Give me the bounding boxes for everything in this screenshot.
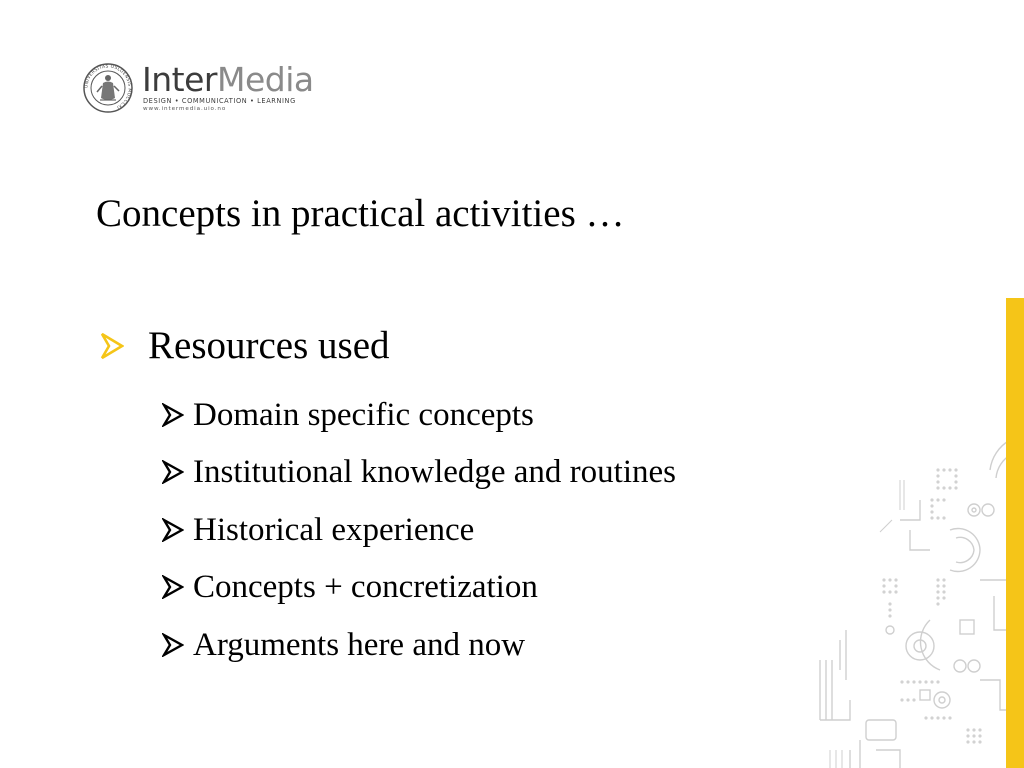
logo-tagline: DESIGN • COMMUNICATION • LEARNING (143, 97, 296, 105)
slide-title: Concepts in practical activities … (96, 192, 625, 235)
sub-bullet-item (162, 559, 676, 617)
sub-bullet-item (162, 444, 676, 502)
accent-yellow-bar (1006, 298, 1024, 768)
logo-name (142, 62, 314, 98)
university-seal-icon (82, 62, 134, 114)
sub-bullet-text: Domain specific concepts (193, 396, 534, 433)
logo-url: www.intermedia.uio.no (143, 106, 227, 112)
sub-bullet-text: Historical experience (193, 511, 475, 548)
arrow-bullet-yellow-icon (100, 332, 124, 360)
deco-chip (866, 720, 896, 740)
arrow-bullet-black-icon (162, 460, 184, 484)
deco-traces (820, 660, 832, 720)
bullet-resources-used (100, 322, 390, 370)
sub-bullet-text: Concepts + concretization (193, 569, 538, 606)
seal-text: UNIVERSITAS OSLOENSIS MDCCCXI (84, 64, 132, 110)
sub-bullet-item (162, 501, 676, 559)
arrow-bullet-black-icon (162, 575, 184, 599)
arrow-bullet-black-icon (162, 633, 184, 657)
intermedia-logo (82, 60, 332, 116)
accent-bar-fill (1006, 298, 1024, 768)
sub-bullet-list (162, 386, 676, 674)
deco-circle (968, 504, 980, 516)
dot-grid-1 (930, 468, 957, 519)
logo-name-media: Media (216, 60, 314, 99)
logo-name-inter: Inter (142, 60, 217, 99)
decorative-circuit-pattern (780, 420, 1024, 768)
dot-grid-3 (900, 680, 981, 743)
intermedia-wordmark (142, 60, 332, 116)
dot-grid-2 (882, 578, 945, 617)
sub-bullet-item (162, 616, 676, 674)
sub-bullet-text: Arguments here and now (193, 626, 526, 663)
arrow-bullet-black-icon (162, 518, 184, 542)
sub-bullet-text: Institutional knowledge and routines (193, 454, 676, 491)
bullet-label: Resources used (148, 324, 390, 367)
arrow-bullet-black-icon (162, 403, 184, 427)
sub-bullet-item (162, 386, 676, 444)
